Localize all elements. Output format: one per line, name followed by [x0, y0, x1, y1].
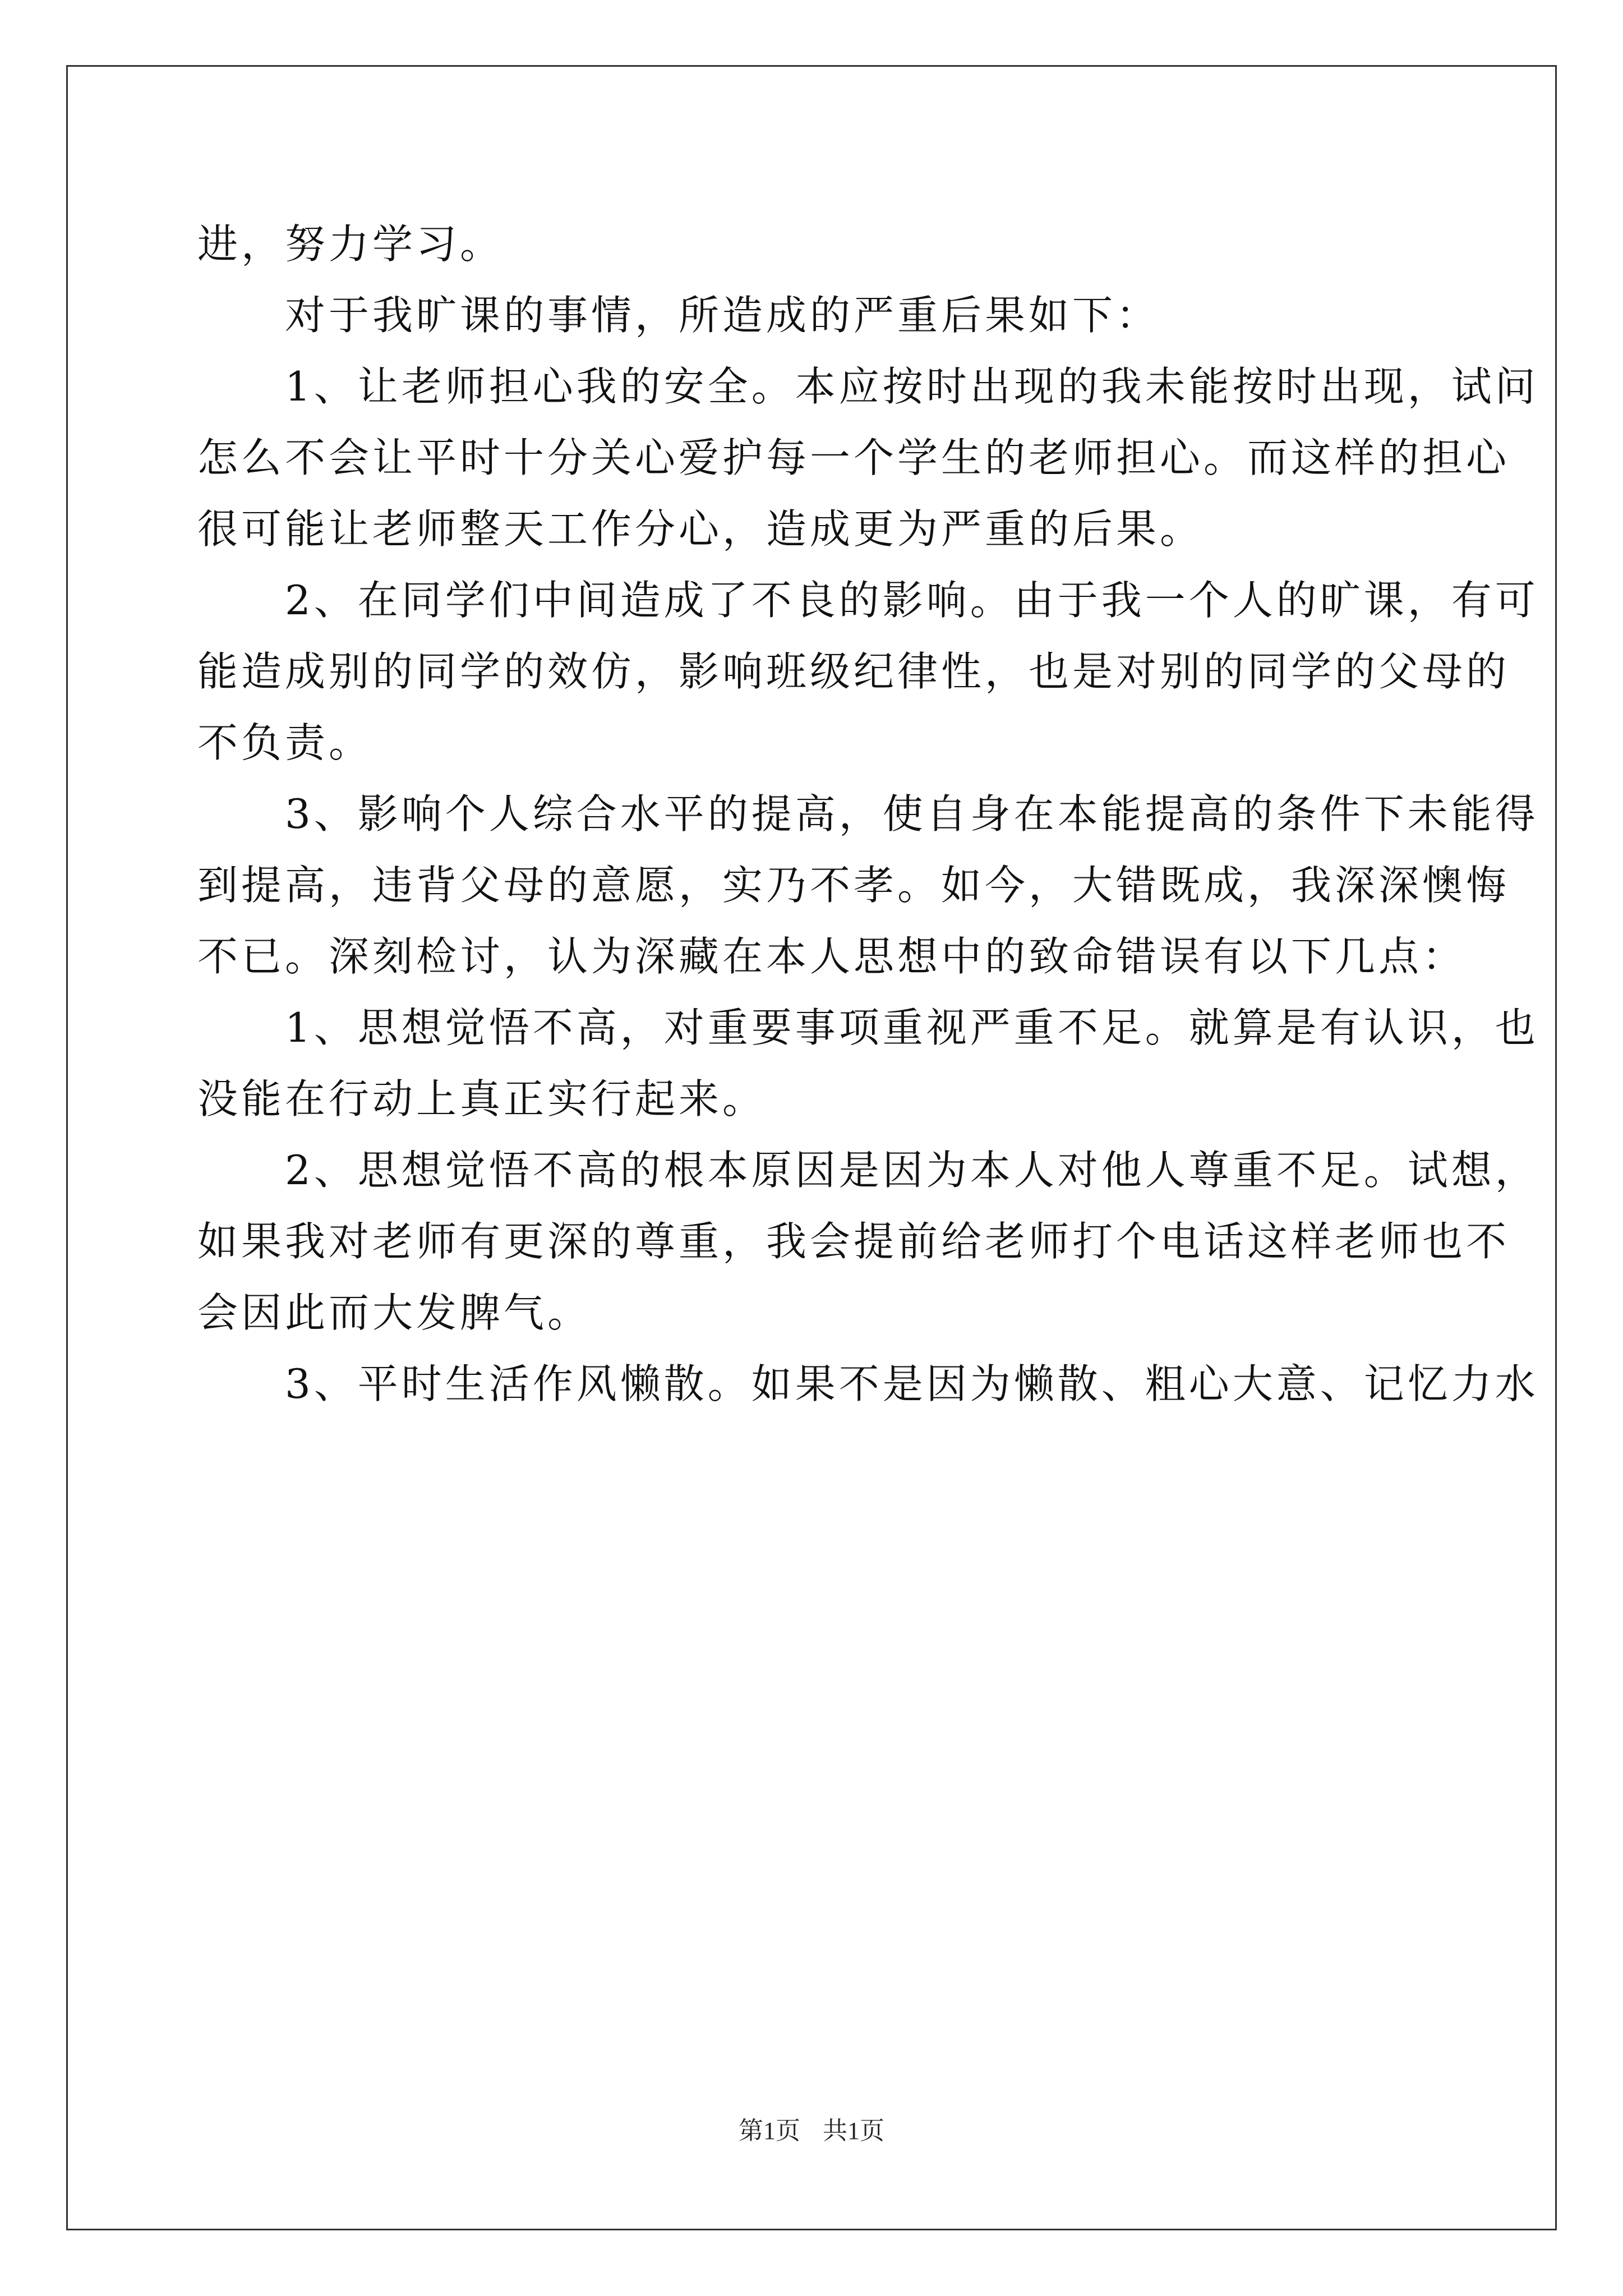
text-line: 2、思想觉悟不高的根本原因是因为本人对他人尊重不足。试想，	[285, 1147, 1539, 1194]
text-line: 如果我对老师有更深的尊重，我会提前给老师打个电话这样老师也不	[197, 1218, 1510, 1265]
text-line: 不负责。	[197, 719, 373, 766]
text-line: 3、平时生活作风懒散。如果不是因为懒散、粗心大意、记忆力水	[285, 1360, 1539, 1407]
text-line: 怎么不会让平时十分关心爱护每一个学生的老师担心。而这样的担心	[197, 434, 1510, 481]
text-line: 对于我旷课的事情，所造成的严重后果如下：	[285, 292, 1160, 339]
text-line: 1、思想觉悟不高，对重要事项重视严重不足。就算是有认识，也	[285, 1004, 1539, 1051]
page-total: 共1页	[823, 2117, 884, 2145]
text-line: 很可能让老师整天工作分心，造成更为严重的后果。	[197, 505, 1204, 553]
text-line: 没能在行动上真正实行起来。	[197, 1075, 767, 1122]
text-line: 2、在同学们中间造成了不良的影响。由于我一个人的旷课，有可	[285, 577, 1539, 624]
text-line: 1、让老师担心我的安全。本应按时出现的我未能按时出现，试问	[285, 363, 1539, 410]
text-line: 不已。深刻检讨，认为深藏在本人思想中的致命错误有以下几点：	[197, 933, 1467, 980]
text-line: 进，努力学习。	[197, 220, 504, 268]
text-line: 到提高，违背父母的意愿，实乃不孝。如今，大错既成，我深深懊悔	[197, 862, 1510, 909]
text-line: 能造成别的同学的效仿，影响班级纪律性，也是对别的同学的父母的	[197, 648, 1510, 695]
text-line: 会因此而大发脾气。	[197, 1289, 592, 1336]
page-number: 第1页	[739, 2117, 800, 2145]
page-footer	[0, 2110, 1623, 2146]
text-line: 3、影响个人综合水平的提高，使自身在本能提高的条件下未能得	[285, 790, 1539, 838]
document-body	[197, 209, 1539, 1420]
